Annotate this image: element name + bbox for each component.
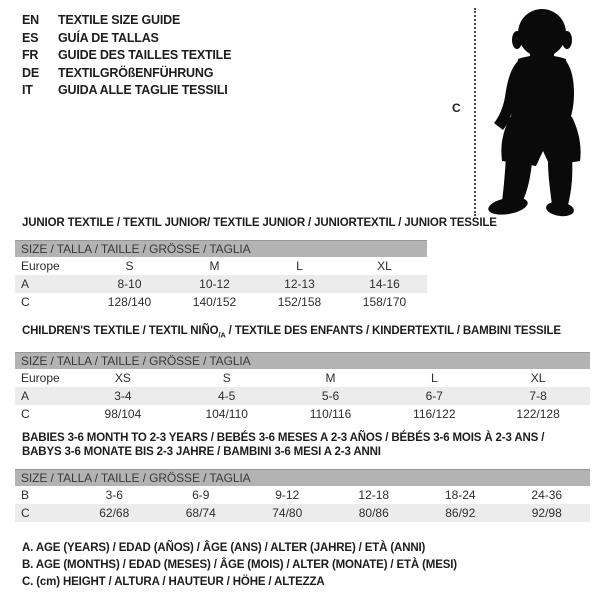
size-value: S	[222, 371, 231, 386]
row-label: C	[21, 506, 30, 521]
language-title: TEXTILE SIZE GUIDE	[58, 13, 181, 27]
size-value: 12-13	[284, 277, 315, 291]
babies-size-table	[15, 469, 590, 522]
size-value: 122/128	[516, 407, 560, 422]
size-value: 24-36	[531, 488, 563, 503]
language-title: GUIDA ALLE TAGLIE TESSILI	[58, 83, 228, 97]
table-row	[15, 369, 590, 387]
size-value: 140/152	[192, 295, 237, 309]
size-value: 128/140	[107, 295, 152, 309]
size-value: 6-9	[192, 488, 210, 503]
size-value: 74/80	[272, 506, 303, 521]
size-value: 62/68	[99, 506, 130, 521]
size-value: L	[296, 259, 303, 273]
size-value: 86/92	[445, 506, 476, 521]
table-size-header: SIZE / TALLA / TAILLE / GRÖSSE / TAGLIA	[15, 352, 590, 369]
row-label: B	[21, 488, 30, 503]
language-row	[22, 82, 231, 100]
size-value: M	[325, 371, 336, 386]
size-value: 158/170	[362, 295, 407, 309]
size-value: 152/158	[277, 295, 322, 309]
language-code: ES	[22, 30, 39, 45]
size-value: 104/110	[205, 407, 248, 422]
section-childrens-textile	[0, 324, 600, 423]
table-row	[15, 293, 427, 311]
section-junior-textile	[0, 216, 600, 311]
table-size-header: SIZE / TALLA / TAILLE / GRÖSSE / TAGLIA	[15, 469, 590, 486]
size-value: XL	[377, 259, 392, 273]
language-title-list	[22, 12, 231, 100]
row-label: C	[21, 295, 30, 309]
row-label: C	[21, 407, 30, 422]
section-heading	[22, 216, 600, 230]
language-title: GUÍA DE TALLAS	[58, 30, 159, 45]
height-label: C	[452, 101, 461, 115]
childrens-size-table	[15, 352, 590, 423]
section-heading-wrap	[0, 324, 600, 342]
row-label: Europe	[21, 371, 60, 386]
section-heading	[22, 445, 600, 459]
section-babies-textile	[0, 431, 600, 522]
baby-silhouette-icon	[486, 5, 596, 218]
section-heading-wrap	[0, 216, 600, 230]
size-value: 6-7	[425, 389, 443, 404]
language-code: IT	[22, 83, 33, 97]
section-heading-wrap	[0, 431, 600, 459]
size-sections	[0, 216, 600, 591]
language-row	[22, 65, 231, 83]
table-row	[15, 387, 590, 405]
table-row	[15, 257, 427, 275]
size-value: 3-4	[114, 389, 132, 404]
table-row	[15, 275, 427, 293]
legend-footnotes	[22, 540, 600, 591]
size-value: 18-24	[444, 488, 476, 503]
size-value: 8-10	[117, 277, 142, 291]
size-value: 92/98	[531, 506, 562, 521]
heading-text: JUNIOR TEXTILE / TEXTIL JUNIOR/ TEXTILE JUNIOR / JUNIORTEXTIL / JUNIOR TESSILE	[22, 217, 497, 229]
language-row	[22, 12, 231, 30]
size-value: 68/74	[185, 506, 216, 521]
size-value: 4-5	[218, 389, 236, 404]
heading-text: BABYS 3-6 MONATE BIS 2-3 JAHRE / BAMBINI 3-6 MESI A 2-3 ANNI	[22, 446, 381, 459]
heading-subscript: /A	[218, 330, 226, 340]
language-code: FR	[22, 48, 39, 62]
size-value: XS	[114, 371, 131, 386]
table-row	[15, 405, 590, 423]
language-row	[22, 47, 231, 65]
language-row	[22, 30, 231, 48]
heading-text: CHILDREN'S TEXTILE / TEXTIL NIÑO	[22, 325, 219, 337]
section-heading	[22, 324, 600, 342]
size-value: 110/116	[309, 407, 352, 422]
size-value: 10-12	[199, 277, 230, 291]
size-value: 116/122	[413, 407, 456, 422]
footnote: A. AGE (YEARS) / EDAD (AÑOS) / ÂGE (ANS) / ALTER (JAHRE) / ETÀ (ANNI)	[22, 542, 426, 555]
footnote: C. (cm) HEIGHT / ALTURA / HAUTEUR / HÖHE / ALTEZZA	[22, 576, 325, 589]
language-code: EN	[22, 13, 39, 27]
section-heading	[22, 431, 600, 445]
language-title: TEXTILGRÖßENFÜHRUNG	[58, 65, 214, 80]
language-title: GUIDE DES TAILLES TEXTILE	[58, 48, 232, 62]
size-value: XL	[530, 371, 546, 386]
table-row	[15, 504, 590, 522]
heading-text: / TEXTILE DES ENFANTS / KINDERTEXTIL / BAMBINI TESSILE	[225, 325, 561, 337]
language-code: DE	[22, 65, 39, 80]
height-figure	[450, 5, 600, 219]
size-value: 7-8	[529, 389, 547, 404]
size-value: 5-6	[321, 389, 340, 404]
table-row	[15, 486, 590, 504]
size-value: 14-16	[369, 277, 400, 291]
footnote: B. AGE (MONTHS) / EDAD (MESES) / ÂGE (MOIS) / ALTER (MONATE) / ETÀ (MESI)	[22, 559, 457, 572]
size-value: 98/104	[104, 407, 142, 422]
heading-text: BABIES 3-6 MONTH TO 2-3 YEARS / BEBÉS 3-6 MESES A 2-3 AÑOS / BÉBÉS 3-6 MOIS À 2-3 ANS /	[22, 432, 545, 445]
row-label: Europe	[21, 259, 60, 273]
size-value: M	[209, 259, 220, 273]
junior-size-table	[15, 240, 427, 311]
size-value: L	[430, 371, 438, 386]
row-label: A	[21, 389, 30, 404]
size-value: 80/86	[358, 506, 389, 521]
height-measure-line	[474, 8, 476, 216]
size-value: 9-12	[275, 488, 300, 503]
size-value: S	[125, 259, 134, 273]
size-value: 3-6	[105, 488, 123, 503]
table-size-header: SIZE / TALLA / TAILLE / GRÖSSE / TAGLIA	[15, 240, 427, 257]
size-value: 12-18	[358, 488, 390, 503]
row-label: A	[21, 277, 30, 291]
